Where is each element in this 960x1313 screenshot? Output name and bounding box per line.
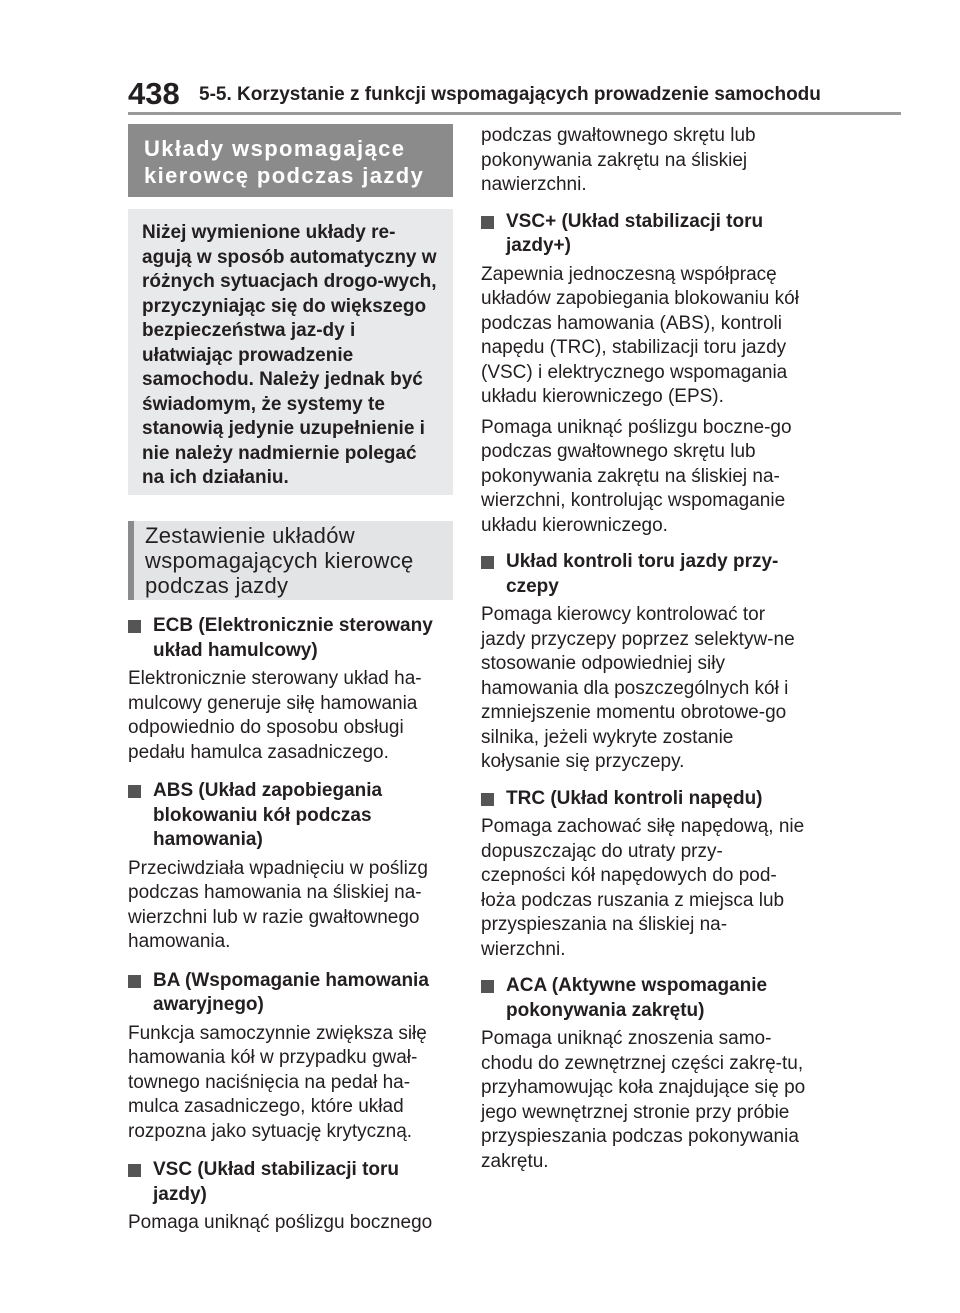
item-heading-abs <box>128 779 453 853</box>
item-heading-ba <box>128 969 453 1018</box>
item-body-vsc-plus <box>481 263 806 410</box>
item-heading-text: VSC (Układ stabilizacji toru jazdy) <box>153 1159 399 1205</box>
square-bullet-icon <box>481 216 494 229</box>
left-column <box>128 124 453 1236</box>
item-heading-text: TRC (Układ kontroli napędu) <box>506 787 763 809</box>
square-bullet-icon <box>481 556 494 569</box>
item-body-ba <box>128 1022 453 1145</box>
item-body-vsc-continued <box>481 124 806 198</box>
intro-box <box>128 209 453 495</box>
header-divider <box>128 112 901 115</box>
square-bullet-icon <box>128 785 141 798</box>
page-number: 438 <box>128 76 180 111</box>
paragraph: podczas gwałtownego skrętu lub pokonywania zakrętu na śliskiej nawierzchni. <box>481 125 756 195</box>
item-heading-trailer <box>481 550 806 599</box>
item-heading-text: VSC+ (Układ stabilizacji toru jazdy+) <box>506 210 764 256</box>
item-heading-text: ACA (Aktywne wspomaganie pokonywania zakrętu) <box>506 975 768 1021</box>
square-bullet-icon <box>128 1164 141 1177</box>
square-bullet-icon <box>481 980 494 993</box>
square-bullet-icon <box>481 793 494 806</box>
right-column <box>481 124 806 1174</box>
item-heading-vsc <box>128 1158 453 1207</box>
paragraph: Pomaga zachować siłę napędową, nie dopuszczając do utraty przy-czepności kół napędowych do pod-łoża podczas ruszania z miejsca lub przyspieszania na śliskiej na-wierzchni. <box>481 816 805 960</box>
item-heading-text: Układ kontroli toru jazdy przy-czepy <box>506 551 779 597</box>
paragraph: Elektronicznie sterowany układ ha-mulcowy generuje siłę hamowania odpowiednio do sposobu obsługi pedału hamulca zasadniczego. <box>128 668 422 763</box>
square-bullet-icon <box>128 975 141 988</box>
square-bullet-icon <box>128 620 141 633</box>
item-heading-text: ABS (Układ zapobiegania blokowaniu kół podczas hamowania) <box>153 780 383 850</box>
item-heading-text: BA (Wspomaganie hamowania awaryjnego) <box>153 969 429 1015</box>
paragraph: Pomaga uniknąć poślizgu bocznego <box>128 1212 433 1233</box>
item-body-abs <box>128 857 453 955</box>
item-body-vsc <box>128 1211 453 1236</box>
paragraph: Pomaga uniknąć znoszenia samo-chodu do zewnętrznej części zakrę-tu, przyhamowując koła znajdujące się po jego wewnętrznej stronie przy próbie przyspieszania podczas pokonywania zakrętu. <box>481 1028 806 1172</box>
section-heading: Zestawienie układów wspomagających kierowcę podczas jazdy <box>128 521 453 600</box>
intro-text: Niżej wymienione układy re-agują w sposób automatyczny w różnych sytuacjach drogo-wych, przyczyniając się do większego bezpieczeństwa jaz-dy i ułatwiając prowadzenie samochodu. Należy jednak być świadomym, że systemy te stanowią jedynie uzupełnienie i nie należy nadmiernie polegać na ich działaniu. <box>142 222 437 488</box>
paragraph: Zapewnia jednoczesną współpracę układów zapobiegania blokowaniu kół podczas hamowania (ABS), kontroli napędu (TRC), stabilizacji toru jazdy (VSC) i elektrycznego wspomagania układu kierowniczego (EPS). <box>481 263 799 407</box>
page-title: Układy wspomagające kierowcę podczas jazdy <box>128 124 453 197</box>
item-heading-trc <box>481 787 806 812</box>
paragraph: Pomaga uniknąć poślizgu boczne-go podczas gwałtownego skrętu lub pokonywania zakrętu na śliskiej na-wierzchni, kontrolując wspomaganie układu kierowniczego. <box>481 416 792 536</box>
item-body-trailer <box>481 603 806 775</box>
item-heading-ecb <box>128 614 453 663</box>
item-heading-text: ECB (Elektronicznie sterowany układ hamulcowy) <box>153 615 433 661</box>
chapter-title: 5-5. Korzystanie z funkcji wspomagających prowadzenie samochodu <box>199 84 821 105</box>
page-header <box>0 0 960 120</box>
item-body-vsc-plus-2 <box>481 416 806 539</box>
item-heading-vsc-plus <box>481 210 806 259</box>
paragraph: Funkcja samoczynnie zwiększa siłę hamowania kół w przypadku gwał-townego naciśnięcia na pedał ha-mulca zasadniczego, które układ rozpozna jako sytuację krytyczną. <box>128 1022 427 1142</box>
paragraph: Pomaga kierowcy kontrolować tor jazdy przyczepy poprzez selektyw-ne stosowanie odpowiedniej siły hamowania dla poszczególnych kół i zmniejszenie momentu obrotowe-go silnika, jeżeli wykryte zostanie kołysanie się przyczepy. <box>481 604 795 772</box>
item-body-ecb <box>128 667 453 765</box>
paragraph: Przeciwdziała wpadnięciu w poślizg podczas hamowania na śliskiej na-wierzchni lub w razie gwałtownego hamowania. <box>128 857 428 952</box>
item-heading-aca <box>481 974 806 1023</box>
item-body-trc <box>481 815 806 962</box>
item-body-aca <box>481 1027 806 1174</box>
